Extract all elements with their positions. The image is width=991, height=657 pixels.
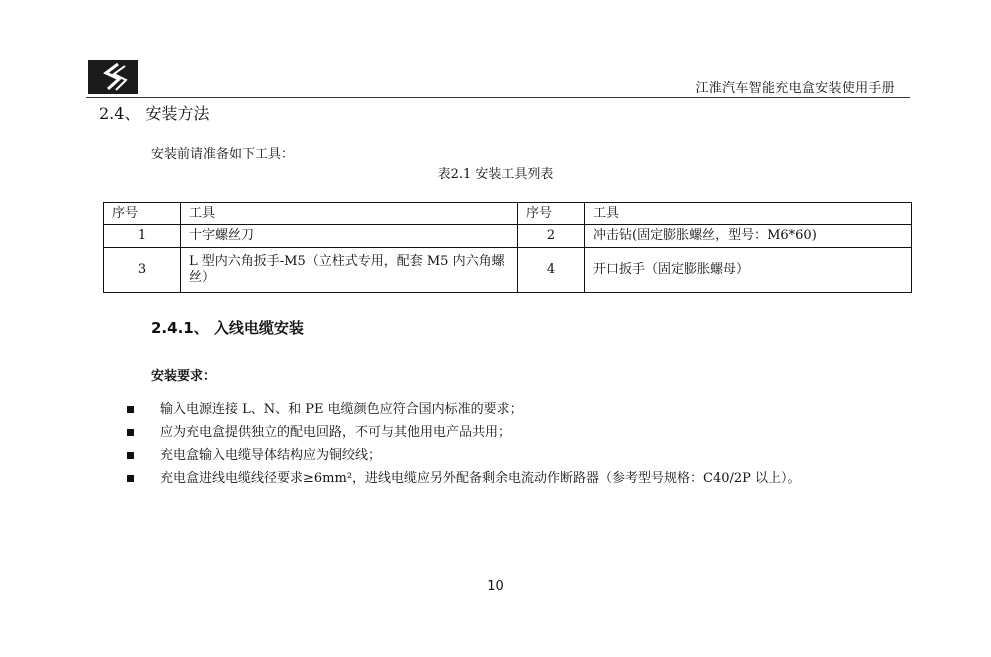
table-row bbox=[104, 248, 912, 293]
list-item bbox=[125, 444, 865, 467]
square-bullet-icon bbox=[127, 452, 134, 459]
square-bullet-icon bbox=[127, 475, 134, 482]
table-cell-number: 4 bbox=[518, 248, 585, 293]
table-cell-tool: 开口扳手（固定膨胀螺母） bbox=[585, 248, 912, 293]
square-bullet-icon bbox=[127, 429, 134, 436]
company-logo-icon bbox=[88, 60, 138, 94]
table-caption: 表2.1 安装工具列表 bbox=[437, 167, 554, 182]
requirements-list bbox=[125, 398, 865, 490]
list-item-text: 充电盒输入电缆导体结构应为铜绞线； bbox=[160, 448, 382, 463]
table-cell-tool: 十字螺丝刀 bbox=[181, 225, 518, 248]
table-cell-number: 3 bbox=[104, 248, 181, 293]
list-item bbox=[125, 398, 865, 421]
list-item-text: 充电盒进线电缆线径要求≥6mm²，进线电缆应另外配备剩余电流动作断路器（参考型号规格：C40/2P 以上）。 bbox=[160, 471, 801, 486]
table-cell-number: 1 bbox=[104, 225, 181, 248]
header-divider bbox=[86, 97, 910, 98]
list-item bbox=[125, 467, 865, 490]
table-cell-tool: 冲击钻(固定膨胀螺丝，型号：M6*60) bbox=[585, 225, 912, 248]
list-item-text: 输入电源连接 L、N、和 PE 电缆颜色应符合国内标准的要求； bbox=[160, 402, 523, 417]
table-header-cell: 序号 bbox=[518, 203, 585, 225]
list-item-text: 应为充电盒提供独立的配电回路，不可与其他用电产品共用； bbox=[160, 425, 512, 440]
document-header-title: 江淮汽车智能充电盒安装使用手册 bbox=[695, 81, 895, 96]
table-cell-tool: L 型内六角扳手-M5（立柱式专用，配套 M5 内六角螺丝） bbox=[181, 248, 518, 293]
square-bullet-icon bbox=[127, 406, 134, 413]
table-header-cell: 序号 bbox=[104, 203, 181, 225]
table-header-cell: 工具 bbox=[181, 203, 518, 225]
table-row bbox=[104, 225, 912, 248]
table-cell-number: 2 bbox=[518, 225, 585, 248]
page-number: 10 bbox=[487, 579, 504, 594]
requirements-title: 安装要求： bbox=[151, 369, 217, 384]
list-item bbox=[125, 421, 865, 444]
subsection-heading: 2.4.1、 入线电缆安装 bbox=[151, 319, 304, 337]
table-header-row bbox=[104, 203, 912, 225]
table-header-cell: 工具 bbox=[585, 203, 912, 225]
section-heading: 2.4、 安装方法 bbox=[99, 104, 210, 123]
intro-text: 安装前请准备如下工具： bbox=[151, 147, 295, 162]
tools-table bbox=[103, 202, 912, 293]
